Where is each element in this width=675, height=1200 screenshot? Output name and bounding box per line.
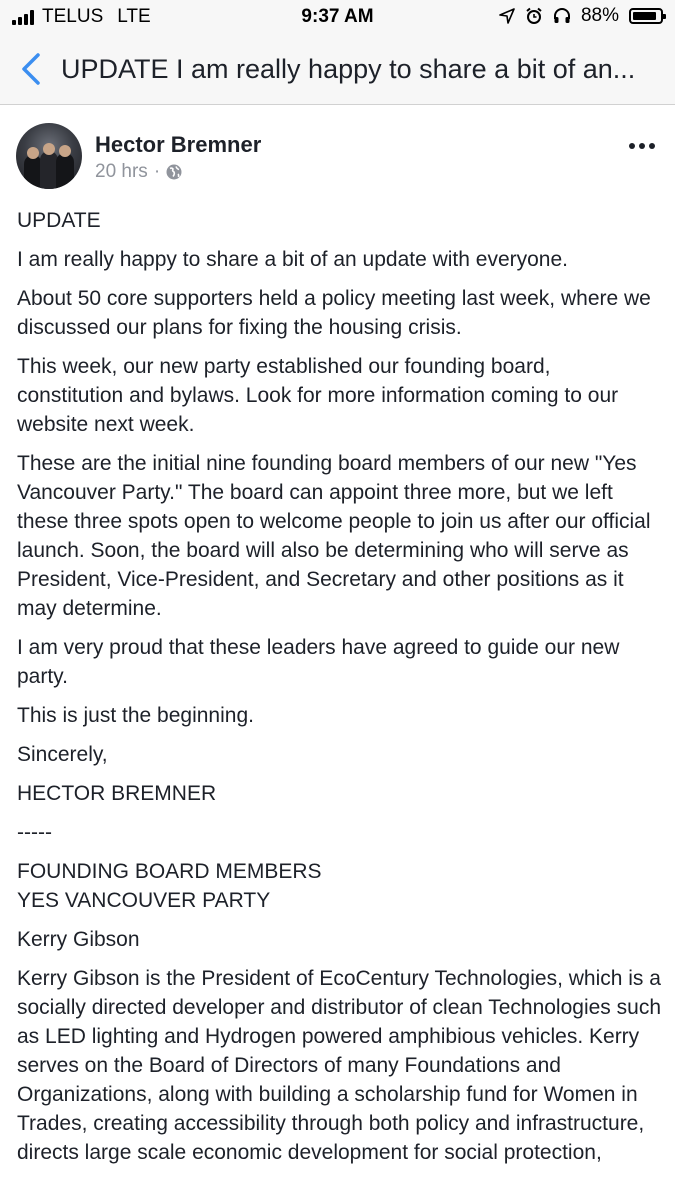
post-time[interactable]: 20 hrs (95, 161, 148, 182)
status-bar (0, 0, 675, 34)
post-paragraph: About 50 core supporters held a policy meeting last week, where we discussed our plans for fixing the housing crisis. (17, 287, 651, 339)
post-paragraph: UPDATE (17, 209, 101, 232)
more-options-button[interactable] (629, 143, 655, 149)
post-paragraph: This is just the beginning. (17, 704, 254, 727)
headphones-icon (553, 7, 571, 25)
page-title: UPDATE I am really happy to share a bit of an... (61, 54, 636, 84)
post-paragraph: Kerry Gibson is the President of EcoCentury Technologies, which is a socially directed developer and distributor of clean Technologies such as LED lighting and Hydrogen powered amphibious vehicles. Kerry serves on the Board of Directors of many Foundations and Organizations, along with building a scholarship fund for Women in Trades, creating accessibility through both policy and infrastructure, directs large scale economic development for social protection, (17, 967, 661, 1164)
globe-icon (166, 164, 182, 180)
post-text (17, 206, 662, 1177)
post-paragraph: FOUNDING BOARD MEMBERS (17, 860, 322, 883)
post-paragraph: This week, our new party established our founding board, constitution and bylaws. Look for more information coming to our website next week. (17, 355, 619, 436)
post-paragraph: YES VANCOUVER PARTY (17, 889, 271, 912)
author-name[interactable]: Hector Bremner (95, 132, 262, 157)
avatar[interactable] (16, 123, 82, 189)
post-paragraph: Sincerely, (17, 743, 108, 766)
post-meta (95, 161, 182, 183)
location-arrow-icon (499, 8, 515, 24)
navigation-bar (0, 34, 675, 105)
post-header (0, 105, 675, 197)
post-paragraph: ----- (17, 821, 52, 844)
battery-icon (629, 8, 663, 24)
post-paragraph: I am really happy to share a bit of an update with everyone. (17, 248, 568, 271)
alarm-clock-icon (525, 7, 543, 25)
post-paragraph: These are the initial nine founding board members of our new "Yes Vancouver Party." The board can appoint three more, but we left these three spots open to welcome people to join us after our official launch. Soon, the board will also be determining who will serve as President, Vice-President, and Secretary and other positions as it may determine. (17, 452, 651, 620)
meta-separator: · (153, 161, 161, 182)
post-paragraph: Kerry Gibson (17, 928, 140, 951)
carrier-name: TELUS (42, 6, 104, 27)
back-chevron-icon[interactable] (16, 52, 48, 86)
battery-percentage: 88% (580, 5, 619, 26)
status-icons (499, 5, 663, 27)
network-type: LTE (117, 6, 151, 27)
post-paragraph: I am very proud that these leaders have agreed to guide our new party. (17, 636, 620, 688)
clock: 9:37 AM (301, 6, 374, 27)
post-paragraph: HECTOR BREMNER (17, 782, 217, 805)
